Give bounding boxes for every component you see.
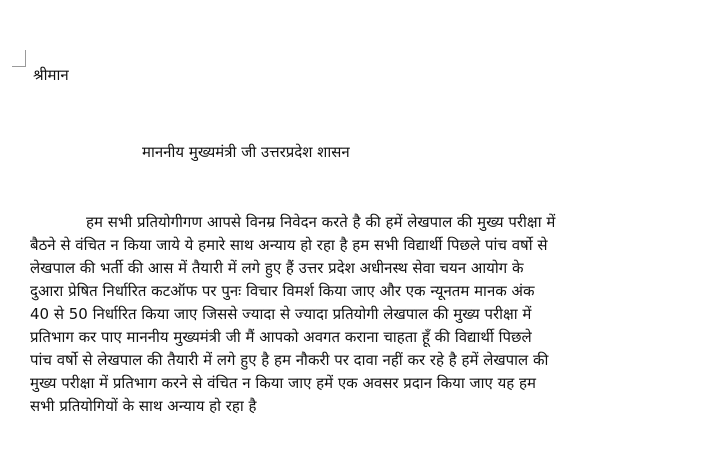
body-line-1: हम सभी प्रतियोगीगण आपसे विनम्र निवेदन करते है की हमें लेखपाल की मुख्य परीक्षा में: [86, 213, 556, 231]
letter-body: [30, 211, 702, 418]
body-line-5: 40 से 50 निर्धारित किया जाए जिससे ज्यादा से ज्यादा प्रतियोगी लेखपाल की मुख्य परीक्षा में: [30, 305, 532, 323]
body-line-4: दुआरा प्रेषित निर्धारित कटऑफ पर पुनः विचार विमर्श किया जाए और एक न्यूनतम मानक अंक: [30, 282, 535, 300]
addressee-line: माननीय मुख्यमंत्री जी उत्तरप्रदेश शासन: [142, 143, 350, 161]
body-line-9: सभी प्रतियोगियों के साथ अन्याय हो रहा है: [30, 397, 257, 415]
body-line-8: मुख्य परीक्षा में प्रतिभाग करने से वंचित न किया जाए हमें एक अवसर प्रदान किया जाए यह हम: [30, 374, 536, 392]
body-line-6: प्रतिभाग कर पाए माननीय मुख्यमंत्री जी मैं आपको अवगत कराना चाहता हूँ की विद्यार्थी पिछले: [30, 328, 532, 346]
body-line-3: लेखपाल की भर्ती की आस में तैयारी में लगे हुए हैं उत्तर प्रदेश अधीनस्थ सेवा चयन आयोग के: [30, 259, 524, 277]
salutation: श्रीमान: [33, 66, 69, 84]
body-line-7: पांच वर्षो से लेखपाल की तैयारी में लगे हुए है हम नौकरी पर दावा नहीं कर रहे है हमें लेखपाल की: [30, 351, 549, 369]
margin-marker: [12, 66, 26, 67]
text-cursor-mark: [25, 50, 26, 66]
body-line-2: बैठने से वंचित न किया जाये ये हमारे साथ अन्याय हो रहा है हम सभी विद्यार्थी पिछले पांच वर्षो से: [30, 236, 548, 254]
